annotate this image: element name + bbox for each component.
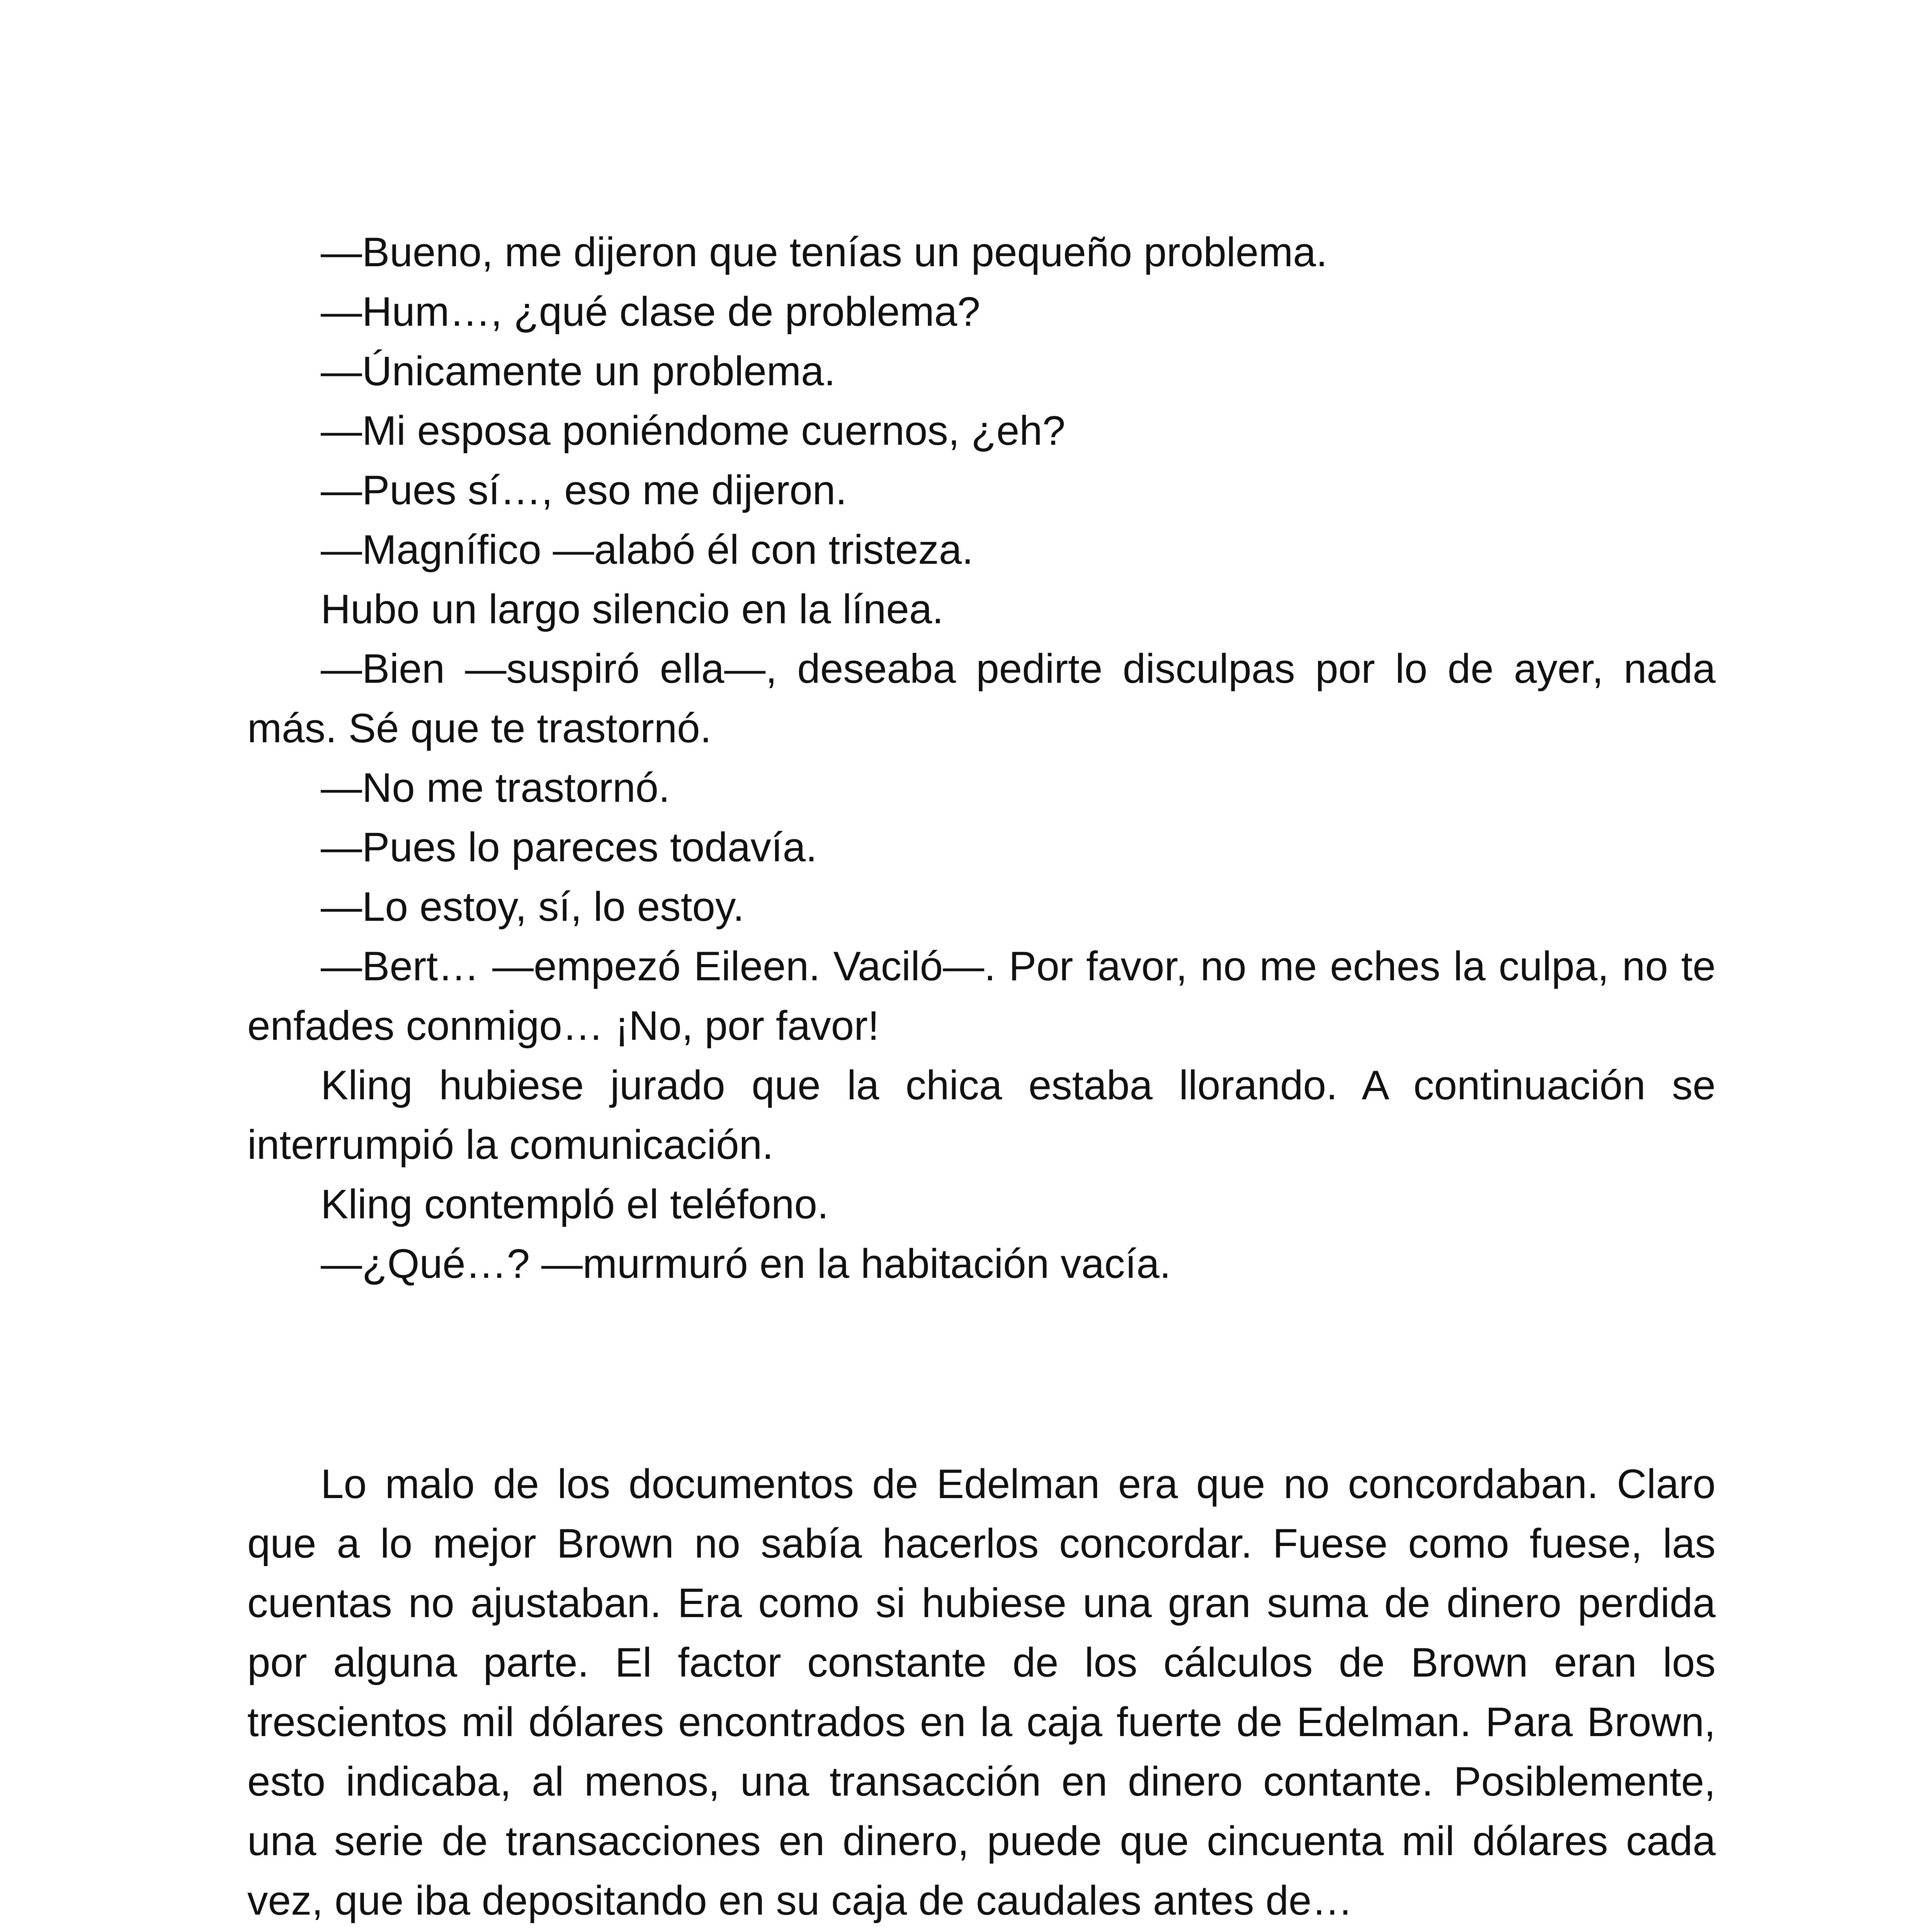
paragraph: Kling hubiese jurado que la chica estaba llorando. A continuación se interrumpió la comunicación. <box>247 1062 1716 1168</box>
paragraph: —Bien —suspiró ella—, deseaba pedirte disculpas por lo de ayer, nada más. Sé que te trastornó. <box>247 645 1716 751</box>
paragraph: Hubo un largo silencio en la línea. <box>321 586 944 632</box>
paragraph <box>247 1930 1716 1932</box>
scene-break <box>247 1293 1716 1454</box>
paragraph: —Únicamente un problema. <box>321 348 836 394</box>
paragraph: —Mi esposa poniéndome cuernos, ¿eh? <box>321 407 1066 454</box>
text-block-2 <box>247 1454 1716 1932</box>
paragraph: —Bueno, me dijeron que tenías un pequeño problema. <box>321 229 1328 275</box>
paragraph: —Magnífico —alabó él con tristeza. <box>321 526 974 573</box>
paragraph: —¿Qué…? —murmuró en la habitación vacía. <box>321 1240 1171 1287</box>
paragraph: —Bert… —empezó Eileen. Vaciló—. Por favor, no me eches la culpa, no te enfades conmigo… ¡No, por favor! <box>247 943 1716 1049</box>
page-text <box>247 222 1716 1932</box>
paragraph: —Pues sí…, eso me dijeron. <box>321 467 847 513</box>
paragraph: Lo malo de los documentos de Edelman era que no concordaban. Claro que a lo mejor Brown no sabía hacerlos concordar. Fuese como fuese, las cuentas no ajustaban. Era como si hubiese una gran suma de dinero perdida por alguna parte. El factor constante de los cálculos de Brown eran los trescientos mil dólares encontrados en la caja fuerte de Edelman. Para Brown, esto indicaba, al menos, una transacción en dinero contante. Posiblemente, una serie de transacciones en dinero, puede que cincuenta mil dólares cada vez, que iba depositando en su caja de caudales antes de… <box>247 1461 1716 1923</box>
paragraph: —Lo estoy, sí, lo estoy. <box>321 883 745 930</box>
paragraph: —No me trastornó. <box>321 764 670 811</box>
paragraph: —Hum…, ¿qué clase de problema? <box>321 288 980 335</box>
text-block-1 <box>247 222 1716 1293</box>
paragraph: Kling contempló el teléfono. <box>321 1181 829 1227</box>
paragraph: —Pues lo pareces todavía. <box>321 824 817 870</box>
